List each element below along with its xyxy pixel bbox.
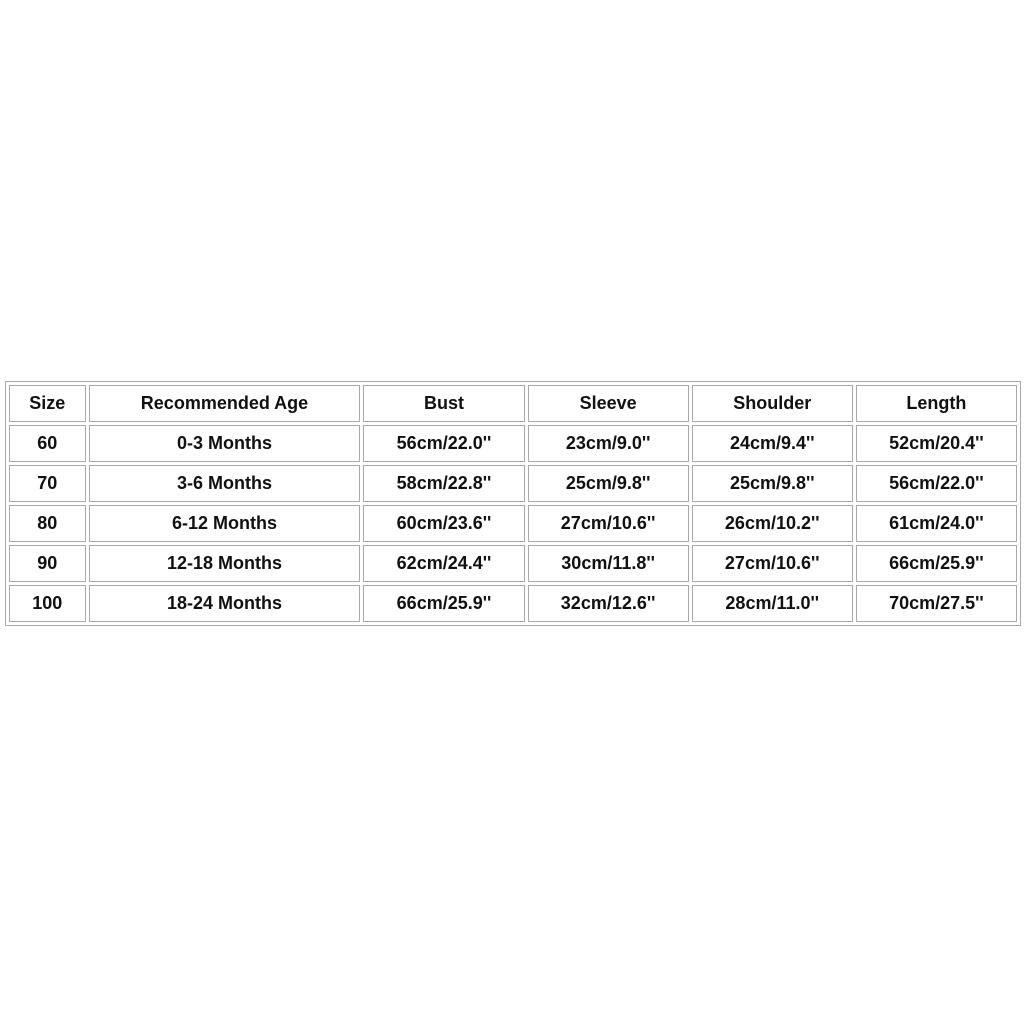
header-sleeve: Sleeve [528, 385, 689, 422]
header-row [9, 385, 1017, 422]
header-shoulder: Shoulder [692, 385, 853, 422]
cell-sleeve: 27cm/10.6'' [528, 505, 689, 542]
cell-shoulder: 27cm/10.6'' [692, 545, 853, 582]
cell-bust: 60cm/23.6'' [363, 505, 524, 542]
cell-bust: 56cm/22.0'' [363, 425, 524, 462]
cell-size: 60 [9, 425, 86, 462]
cell-length: 70cm/27.5'' [856, 585, 1017, 622]
header-bust: Bust [363, 385, 524, 422]
cell-length: 61cm/24.0'' [856, 505, 1017, 542]
cell-length: 66cm/25.9'' [856, 545, 1017, 582]
cell-sleeve: 25cm/9.8'' [528, 465, 689, 502]
cell-bust: 66cm/25.9'' [363, 585, 524, 622]
cell-size: 90 [9, 545, 86, 582]
cell-shoulder: 28cm/11.0'' [692, 585, 853, 622]
table-row [9, 425, 1017, 462]
table-row [9, 465, 1017, 502]
cell-sleeve: 30cm/11.8'' [528, 545, 689, 582]
cell-sleeve: 32cm/12.6'' [528, 585, 689, 622]
table-row [9, 505, 1017, 542]
cell-recommended-age: 3-6 Months [89, 465, 361, 502]
cell-length: 56cm/22.0'' [856, 465, 1017, 502]
cell-size: 80 [9, 505, 86, 542]
cell-shoulder: 25cm/9.8'' [692, 465, 853, 502]
table-row [9, 545, 1017, 582]
header-size: Size [9, 385, 86, 422]
cell-recommended-age: 12-18 Months [89, 545, 361, 582]
cell-shoulder: 24cm/9.4'' [692, 425, 853, 462]
size-chart-table [5, 381, 1021, 626]
cell-length: 52cm/20.4'' [856, 425, 1017, 462]
cell-size: 70 [9, 465, 86, 502]
header-length: Length [856, 385, 1017, 422]
table-header [9, 385, 1017, 422]
cell-bust: 62cm/24.4'' [363, 545, 524, 582]
table-body [9, 425, 1017, 622]
cell-recommended-age: 0-3 Months [89, 425, 361, 462]
cell-recommended-age: 18-24 Months [89, 585, 361, 622]
cell-bust: 58cm/22.8'' [363, 465, 524, 502]
cell-shoulder: 26cm/10.2'' [692, 505, 853, 542]
cell-sleeve: 23cm/9.0'' [528, 425, 689, 462]
table-row [9, 585, 1017, 622]
cell-recommended-age: 6-12 Months [89, 505, 361, 542]
header-recommended-age: Recommended Age [89, 385, 361, 422]
cell-size: 100 [9, 585, 86, 622]
